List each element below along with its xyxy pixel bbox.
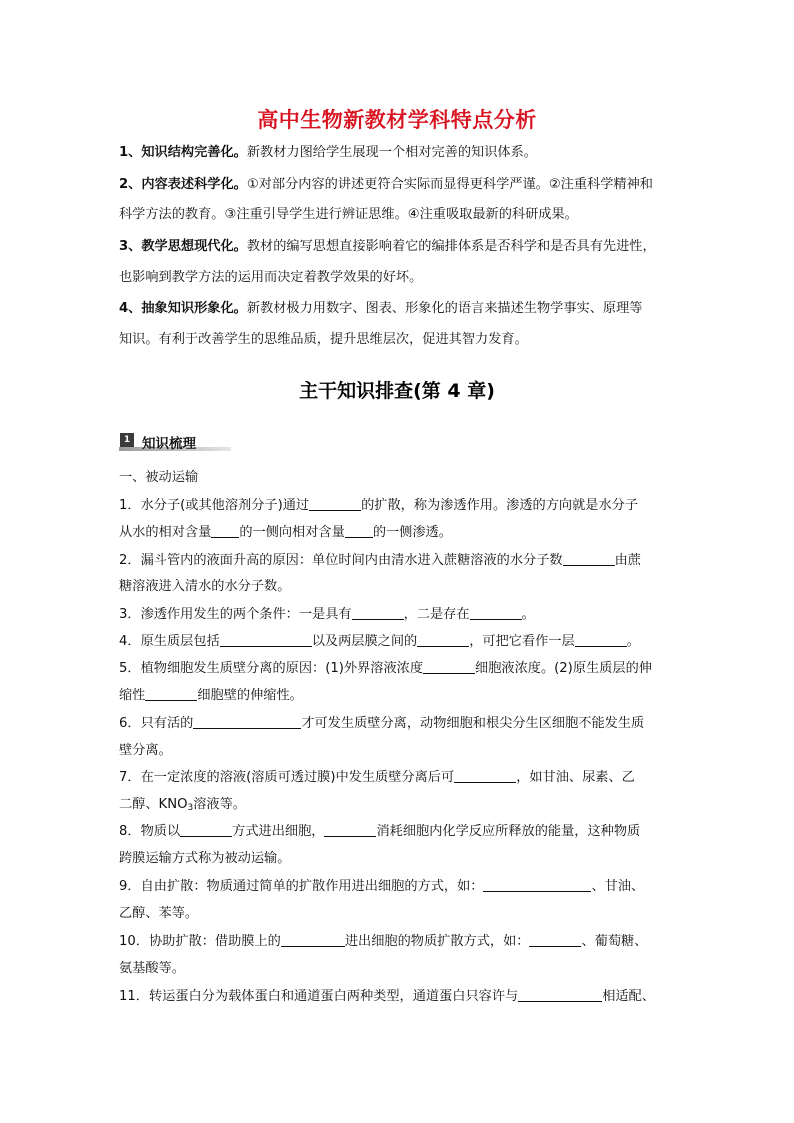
item-number: 10． — [119, 934, 149, 949]
answer-blank[interactable] — [180, 823, 232, 837]
item-text: 转运蛋白分为载体蛋白和通道蛋白两种类型，通道蛋白只容许与 — [148, 989, 519, 1004]
answer-blank[interactable] — [454, 769, 516, 783]
answer-blank[interactable] — [417, 633, 469, 647]
item-text: 只有活的 — [140, 716, 194, 731]
item-text: 二醇、KNO — [119, 797, 188, 812]
item-text: 以及两层膜之间的 — [311, 634, 418, 649]
feature-head: 3、教学思想现代化。 — [119, 239, 247, 254]
feature-text: ①对部分内容的讲述更符合实际而显得更科学严谨。②注重科学精神和 — [246, 177, 653, 192]
answer-blank[interactable] — [345, 524, 373, 538]
feature-text: 教材的编写思想直接影响着它的编排体系是否科学和是否具有先进性， — [246, 239, 656, 254]
feature-3-cont: 也影响到教学方法的运用而决定着教学效果的好坏。 — [119, 270, 423, 285]
item-text: 。 — [521, 607, 535, 622]
item-9 — [119, 878, 683, 896]
item-text: 物质以 — [140, 824, 181, 839]
item-text: 的一侧渗透。 — [372, 525, 452, 540]
feature-2 — [119, 176, 683, 194]
item-text: 、葡萄糖、 — [581, 934, 648, 949]
item-text: 植物细胞发生质壁分离的原因：(1)外界溶液浓度 — [140, 661, 424, 676]
item-10 — [119, 933, 683, 951]
item-7-cont — [119, 796, 683, 817]
answer-blank[interactable] — [483, 878, 591, 892]
item-text: 的扩散，称为渗透作用。渗透的方向就是水分子 — [361, 498, 639, 513]
item-4 — [119, 633, 683, 651]
item-text: ，可把它看作一层 — [469, 634, 575, 649]
item-8 — [119, 823, 683, 841]
item-text: 细胞壁的伸缩性。 — [197, 688, 303, 703]
section-title: 主干知识排查(第 4 章) — [299, 380, 495, 402]
page-title: 高中生物新教材学科特点分析 — [257, 108, 537, 132]
section-tag — [119, 430, 231, 452]
answer-blank[interactable] — [211, 524, 239, 538]
item-text: 进出细胞的物质扩散方式，如： — [344, 934, 530, 949]
item-text: 自由扩散：物质通过简单的扩散作用进出细胞的方式，如： — [140, 879, 484, 894]
item-number: 4． — [119, 634, 141, 649]
item-number: 11． — [119, 989, 149, 1004]
item-text: 由蔗 — [614, 553, 641, 568]
feature-4 — [119, 300, 683, 318]
item-number: 7． — [119, 770, 141, 785]
number-badge-icon: 1 — [120, 433, 134, 447]
item-5 — [119, 660, 683, 678]
answer-blank[interactable] — [423, 660, 475, 674]
answer-blank[interactable] — [518, 988, 602, 1002]
item-number: 9． — [119, 879, 141, 894]
feature-text: 新教材极力用数字、图表、形象化的语言来描述生物学事实、原理等 — [246, 301, 643, 316]
item-text: 水分子(或其他溶剂分子)通过 — [140, 498, 310, 513]
item-11 — [119, 988, 683, 1006]
feature-1 — [119, 144, 683, 162]
item-number: 2． — [119, 553, 141, 568]
item-text: 漏斗管内的液面升高的原因：单位时间内由清水进入蔗糖溶液的水分子数 — [140, 553, 563, 568]
answer-blank[interactable] — [281, 933, 345, 947]
item-10-cont: 氨基酸等。 — [119, 961, 185, 976]
item-8-cont: 跨膜运输方式称为被动运输。 — [119, 851, 291, 866]
item-text: 协助扩散：借助膜上的 — [148, 934, 281, 949]
item-text: 方式进出细胞， — [232, 824, 325, 839]
answer-blank[interactable] — [145, 687, 197, 701]
item-text: 的一侧向相对含量 — [239, 525, 345, 540]
feature-4-cont: 知识。有利于改善学生的思维品质，提升思维层次，促进其智力发育。 — [119, 332, 528, 347]
item-text: 、甘油、 — [591, 879, 645, 894]
item-6 — [119, 715, 683, 733]
feature-head: 1、知识结构完善化。 — [119, 145, 247, 160]
answer-blank[interactable] — [575, 633, 627, 647]
item-text: 缩性 — [119, 688, 146, 703]
item-text: 在一定浓度的溶液(溶质可透过膜)中发生质壁分离后可 — [140, 770, 455, 785]
feature-head: 4、抽象知识形象化。 — [119, 301, 247, 316]
item-text: 原生质层包括 — [140, 634, 220, 649]
item-3 — [119, 606, 683, 624]
item-text: ，二是存在 — [403, 607, 470, 622]
item-7 — [119, 769, 683, 787]
answer-blank[interactable] — [220, 633, 312, 647]
item-number: 3． — [119, 607, 141, 622]
item-9-cont: 乙醇、苯等。 — [119, 906, 199, 921]
feature-3 — [119, 238, 683, 256]
answer-blank[interactable] — [324, 823, 376, 837]
item-1 — [119, 497, 683, 515]
item-2 — [119, 552, 683, 570]
feature-text: 新教材力图给学生展现一个相对完善的知识体系。 — [246, 145, 537, 160]
item-text: 溶液等。 — [193, 797, 246, 812]
answer-blank[interactable] — [470, 606, 522, 620]
item-2-cont: 糖溶液进入清水的水分子数。 — [119, 579, 291, 594]
item-number: 8． — [119, 824, 141, 839]
item-text: 消耗细胞内化学反应所释放的能量，这种物质 — [376, 824, 641, 839]
item-number: 6． — [119, 716, 141, 731]
item-number: 5． — [119, 661, 141, 676]
item-number: 1． — [119, 498, 141, 513]
item-text: 才可发生质壁分离，动物细胞和根尖分生区细胞不能发生质 — [301, 716, 645, 731]
item-text: 从水的相对含量 — [119, 525, 212, 540]
item-1-cont — [119, 524, 683, 542]
feature-2-cont: 科学方法的教育。③注重引导学生进行辨证思维。④注重吸取最新的科研成果。 — [119, 207, 578, 222]
item-6-cont: 壁分离。 — [119, 743, 172, 758]
subscript: 3 — [187, 803, 194, 813]
item-text: 。 — [626, 634, 640, 649]
answer-blank[interactable] — [529, 933, 581, 947]
item-text: 相适配、 — [602, 989, 655, 1004]
item-5-cont — [119, 687, 683, 705]
item-text: ，如甘油、尿素、乙 — [516, 770, 635, 785]
answer-blank[interactable] — [309, 497, 361, 511]
answer-blank[interactable] — [352, 606, 404, 620]
tag-label: 知识梳理 — [142, 436, 196, 452]
item-text: 渗透作用发生的两个条件：一是具有 — [140, 607, 352, 622]
feature-head: 2、内容表述科学化。 — [119, 177, 247, 192]
item-text: 细胞液浓度。(2)原生质层的伸 — [475, 661, 652, 676]
answer-blank[interactable] — [563, 552, 615, 566]
subheading: 一、被动运输 — [119, 470, 199, 485]
answer-blank[interactable] — [193, 715, 301, 729]
